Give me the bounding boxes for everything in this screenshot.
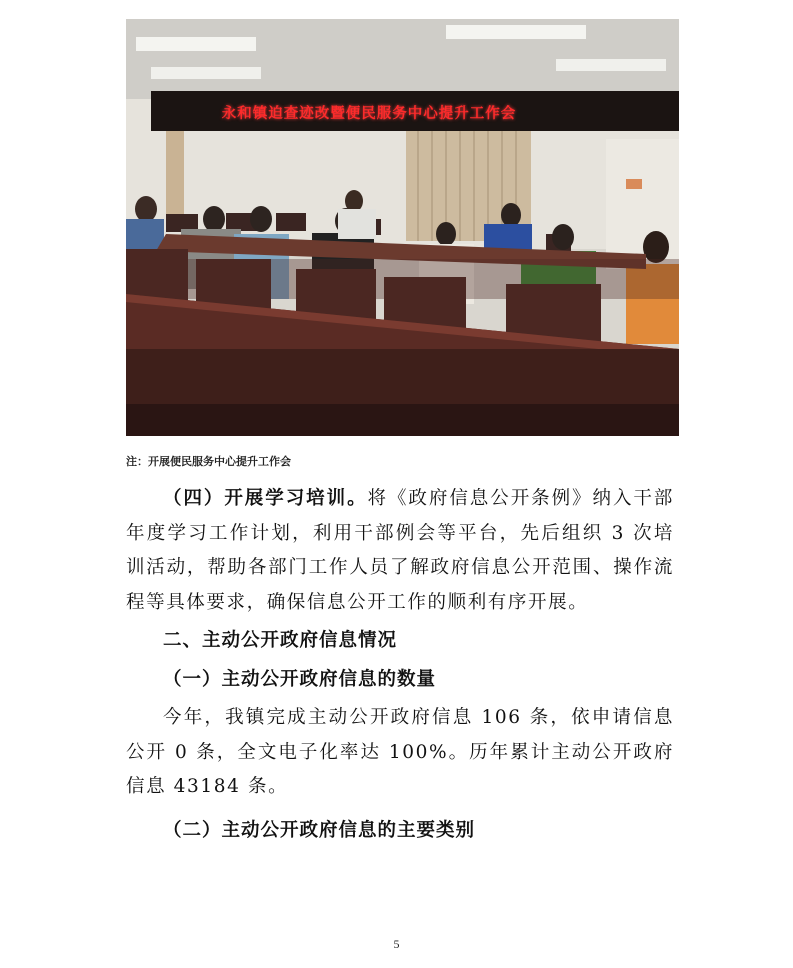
section-four-lead: （四）开展学习培训。 — [163, 488, 368, 509]
subheading-categories: （二）主动公开政府信息的主要类别 — [163, 820, 476, 841]
quantity-paragraph: 今年，我镇完成主动公开政府信息 106 条，依申请信息公开 0 条，全文电子化率达 100%。历年累计主动公开政府信息 43184 条。 — [126, 707, 674, 797]
section-four-body: 将《政府信息公开条例》纳入干部年度学习工作计划，利用干部例会等平台，先后组织 3 次培训活动，帮助各部门工作人员了解政府信息公开范围、操作流程等具体要求，确保信息公开工作的顺利有序开展。 — [126, 488, 674, 613]
section-heading-two: 二、主动公开政府信息情况 — [163, 630, 398, 651]
subheading-quantity: （一）主动公开政府信息的数量 — [163, 669, 437, 690]
section-four-paragraph — [126, 482, 674, 620]
meeting-photo — [126, 19, 679, 436]
meeting-photo-illustration — [126, 19, 679, 436]
photo-caption: 注：开展便民服务中心提升工作会 — [126, 455, 291, 468]
meeting-banner: 永和镇迫查迹改暨便民服务中心提升工作会 — [221, 106, 517, 122]
page-number: 5 — [393, 937, 400, 951]
